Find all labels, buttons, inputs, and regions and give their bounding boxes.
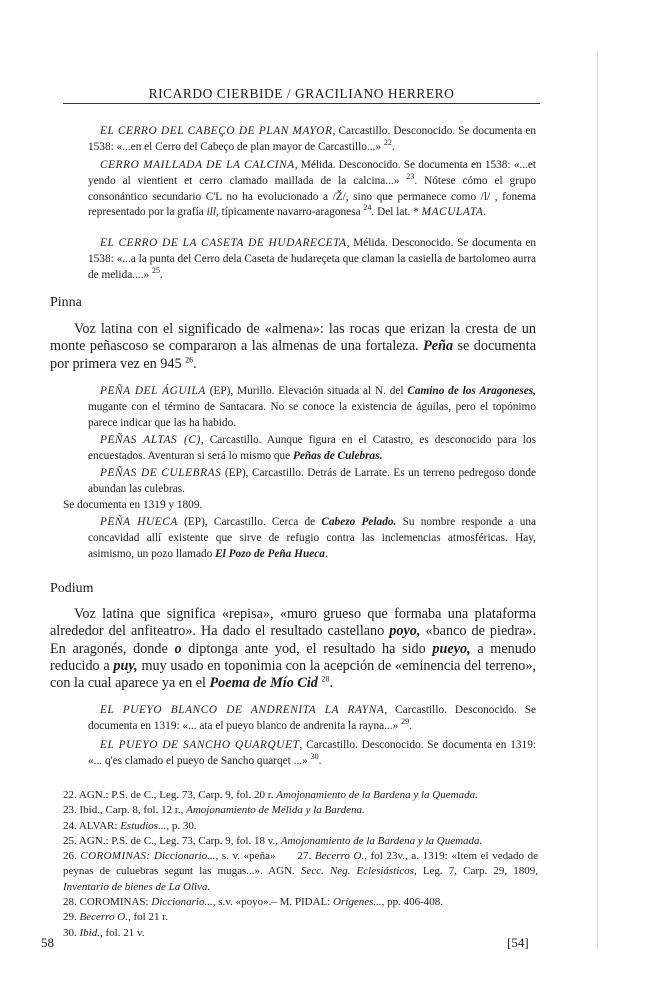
footnote-title-27c: Inventario de bienes de La Oliva. <box>63 880 211 893</box>
entry-end: . <box>324 547 328 560</box>
footnote-ref: 28 <box>321 674 330 684</box>
paragraph-text: Voz latina que significa «repisa», «muro grueso que formaba una plataforma alrededor del anfiteatro». Ha dado el resultado castellano <box>50 606 536 640</box>
footnote-number: 23. <box>63 804 77 817</box>
entry-title: PEÑA DEL ÁGUILA <box>100 385 206 397</box>
entry-end: . <box>391 140 395 153</box>
entry-title: EL CERRO DE LA CASETA DE HUDARECETA <box>100 237 347 249</box>
footnote-ref: 25 <box>152 265 161 275</box>
footnote-title: Amojonamiento de la Bardena y la Quemada. <box>276 789 478 801</box>
footnote-text: AGN.: P.S. de C., Leg. 73, Carp. 9, fol. 20 r. <box>78 789 274 801</box>
footnote-30 <box>63 926 538 941</box>
entry-text-2: mugante con el término de Santacara. No se conoce la existencia de águilas, pero el topónimo parece indicar que las ha habido. <box>88 400 536 429</box>
footnote-text-3: pp. 406-408. <box>387 896 444 909</box>
footnote-text: Ibid., Carp. 8, fol. 12 r., <box>79 804 184 817</box>
place-ref: Cabezo Pelado. <box>321 516 397 528</box>
footnote-title: Diccionario..., <box>151 896 216 909</box>
footnote-text: fol 21 r. <box>133 911 168 924</box>
paragraph-text-3: diptonga ante yod, el resultado ha sido <box>188 640 426 657</box>
footnote-25 <box>63 834 538 849</box>
running-header: RICARDO CIERBIDE / GRACILIANO HERRERO <box>148 86 455 101</box>
paragraph-text: Voz latina con el significado de «almena»: las rocas que erizan la cresta de un monte peñascoso se compararon a las almenas de una fortaleza. <box>50 321 536 355</box>
footnote-title: Ibid., <box>79 926 103 939</box>
place-ref: Camino de los Aragoneses, <box>407 385 536 397</box>
entry-text: , Carcastillo. Desconocido. Se documenta en 1538: «...en el Cerro del Cabeço de plan mayor de Carcastillo...» <box>88 125 537 153</box>
footnote-title: Amojonamiento de Mélida y la Bardena. <box>186 804 365 817</box>
entry-end: . <box>160 268 163 281</box>
paragraph-end: . <box>193 355 197 372</box>
footnote-23 <box>63 803 538 818</box>
footnote-title-27: Becerro O., <box>314 850 367 863</box>
footnote-title: Amojonamiento de la Bardena y la Quemada. <box>280 834 483 847</box>
emphasis-title: Poema de Mío Cid <box>209 675 318 692</box>
entry-text: , Mélida. Desconocido. Se documenta en 1538: «...et yendo al vientient et cerro clamado maillada de la calcina...» <box>88 159 537 187</box>
paragraph-text-5: muy usado en toponimia con la acepción de «eminencia del terreno», con la cual aparece ya en el <box>50 657 537 692</box>
paragraph-text-2: se documenta por primera vez en 945 <box>50 338 536 372</box>
place-ref: Peñas de Culebras. <box>292 449 383 462</box>
footnote-text: fol. 21 v. <box>105 926 145 939</box>
entry-title: EL CERRO DEL CABEÇO DE PLAN MAYOR <box>100 125 333 137</box>
footnote-ref: 23 <box>406 172 415 182</box>
entry-cerro-caseta <box>88 236 536 283</box>
entry-pena-hueca <box>88 515 536 562</box>
entry-text-2: . Nótese cómo el grupo consonántico secundario C'L no ha evolucionado a /Ž/, sino que permanece como /l/ , fonema representado por la grafía <box>88 174 536 219</box>
entry-text-2: Su nombre responde a una concavidad allí existente que sirve de refugio contra las inclemencias atmosféricas. Hay, asimismo, un pozo llamado <box>88 516 537 560</box>
paragraph-text-2: «banco de piedra». En aragonés, donde <box>50 623 537 657</box>
footnote-number: 26. <box>63 850 77 863</box>
entry-text: , Carcastillo. Desconocido. Se documenta en 1319: «... ata el pueyo blanco de andrenita la rayna...» <box>88 704 536 732</box>
footnote-title: Becerro O., <box>79 911 131 924</box>
entry-text: (EP), Carcastillo. Cerca de <box>177 516 316 528</box>
entry-text: , Carcastillo. Desconocido. Se documenta en 1319: «... q'es clamado el pueyo de Sancho quarqet ...» <box>88 739 536 767</box>
entry-end: . <box>318 754 322 767</box>
entry-cerro-maillada <box>88 158 536 221</box>
entry-text-3: típicamente navarro-aragonesa <box>221 206 361 219</box>
page-edge-line <box>597 50 598 950</box>
paragraph-end: . <box>329 675 333 692</box>
entry-cerro-cabeco <box>88 124 536 156</box>
footnote-title-2: Orígenes..., <box>333 896 385 909</box>
entry-text: , Carcastillo. Aunque figura en el Catastro, es desconocido para los encuestados. Aventuran si será lo mismo que <box>88 434 536 462</box>
entry-title: PEÑAS ALTAS (C) <box>100 434 201 446</box>
footnote-28 <box>63 895 538 910</box>
footnote-number: 22. <box>63 789 77 801</box>
entry-text: (EP), Murillo. Elevación situada al N. del <box>205 385 404 397</box>
entry-title: PEÑA HUECA <box>100 516 178 528</box>
footnote-22 <box>63 788 538 803</box>
footnote-ref: 29 <box>401 717 410 727</box>
entry-pueyo-blanco <box>88 703 536 735</box>
entry-title: EL PUEYO BLANCO DE ANDRENITA LA RAYNA <box>100 704 385 716</box>
footnote-number-27: 27. <box>297 850 312 863</box>
footnote-ref: 22 <box>383 138 392 148</box>
footnote-26-27 <box>63 849 538 895</box>
entry-penas-altas <box>88 433 536 465</box>
entry-text: , Mélida. Desconocido. Se documenta en 1538: «...a la punta del Cerro dela Caseta de hudareçeta que claman la casiella de bartolomeo aurra de melida....» <box>88 237 537 281</box>
entry-pueyo-sancho <box>88 738 536 770</box>
footnote-text-2: p. 30. <box>171 819 197 832</box>
entry-title: CERRO MAILLADA DE LA CALCINA <box>100 159 295 171</box>
emphasis-word-2: o <box>174 640 182 657</box>
grafia-word: ill, <box>206 206 219 219</box>
footnote-number: 25. <box>63 834 77 847</box>
emphasis-word: poyo, <box>389 623 421 640</box>
footnote-24 <box>63 819 538 834</box>
footnote-ref: 26 <box>185 354 194 364</box>
header-rule <box>63 103 540 104</box>
footnote-text-2: s. v. «peña» <box>221 850 276 863</box>
footnote-number: 28. <box>63 896 77 909</box>
footnote-number: 30. <box>63 926 77 939</box>
footnote-title: Estudios..., <box>120 819 170 832</box>
footnote-text-2: s.v. «poyo».– M. PIDAL: <box>218 896 331 909</box>
page-number: 58 <box>41 935 54 950</box>
section-heading-podium: Podium <box>50 581 94 596</box>
emphasis-word-3: pueyo, <box>432 640 471 657</box>
page-reference: [54] <box>507 935 529 950</box>
emphasis-word: Peña <box>423 338 454 355</box>
entry-title: EL PUEYO DE SANCHO QUARQUET <box>100 739 300 751</box>
paragraph-text-4: a menudo reducido a <box>50 640 537 674</box>
paragraph-podium <box>50 606 536 692</box>
footnote-text-27b: Leg. 7, Carp. 29, 1809, <box>422 865 538 878</box>
footnote-text: COROMINAS: <box>80 850 151 863</box>
footnote-ref: 30 <box>310 752 319 762</box>
footnote-title: Diccionario..., <box>154 850 219 863</box>
entry-penas-culebras <box>63 466 536 513</box>
entry-line-2: Se documenta en 1319 y 1809. <box>63 498 203 511</box>
paragraph-pinna <box>50 321 536 373</box>
entry-end: . <box>409 719 412 732</box>
footnote-text-27: fol 23v., a. 1319: «Item el vedado de peynas de culuebras segunt las mugas...». AGN. <box>63 850 539 878</box>
footnote-text: ALVAR: <box>78 819 118 832</box>
footnote-text: AGN.: P.S. de C., Leg. 73, Carp. 9, fol. 18 v., <box>78 834 279 847</box>
entry-title: PEÑAS DE CULEBRAS <box>100 467 222 479</box>
section-heading-pinna: Pinna <box>50 295 82 310</box>
entry-text-4: . Del lat. * <box>371 206 419 219</box>
footnote-ref: 24 <box>363 203 372 213</box>
footnote-29 <box>63 910 538 925</box>
place-ref-2: El Pozo de Peña Hueca <box>215 547 325 560</box>
entry-pena-aguila <box>88 384 536 431</box>
etymon: MACULATA. <box>421 206 487 219</box>
footnote-text: COROMINAS: <box>79 896 149 909</box>
footnote-number: 29. <box>63 911 77 924</box>
footnote-title-27b: Secc. Neg. Eclesiásticos, <box>300 865 417 878</box>
footnote-number: 24. <box>63 819 77 832</box>
footnotes <box>63 788 538 941</box>
entry-text: (EP), Carcastillo. Detrás de Larrate. Es un terreno pedregoso donde abundan las culebras. <box>88 467 536 495</box>
emphasis-word-4: puy, <box>113 657 138 674</box>
